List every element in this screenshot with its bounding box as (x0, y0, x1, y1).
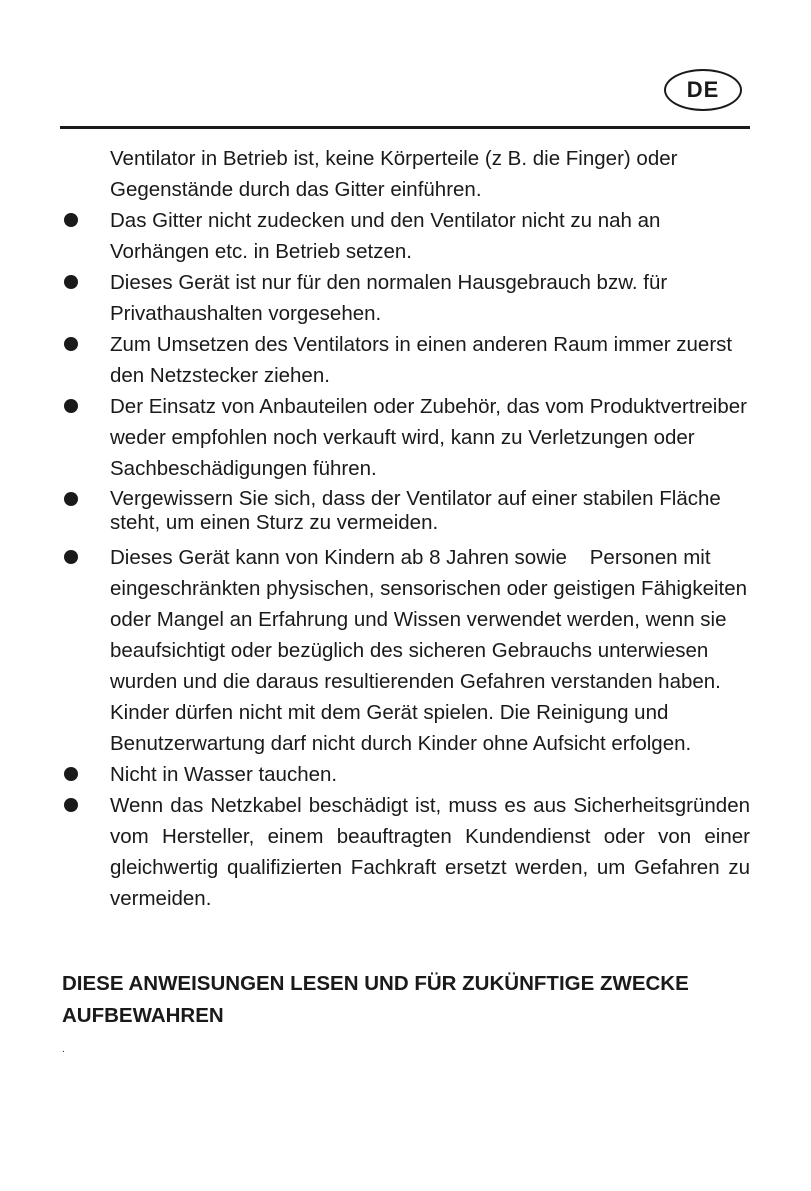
list-item-text: Dieses Gerät ist nur für den normalen Hausgebrauch bzw. für Privathaushalten vorgesehen. (110, 271, 668, 325)
list-item-text: Nicht in Wasser tauchen. (110, 763, 338, 786)
bullet-icon (64, 337, 78, 351)
list-item-text: Vergewissern Sie sich, dass der Ventilator auf einer stabilen Fläche steht, um einen Sturz zu vermeiden. (110, 487, 721, 534)
bullet-icon (64, 213, 78, 227)
list-item-text: Wenn das Netzkabel beschädigt ist, muss es aus Sicherheitsgründen vom Hersteller, einem beauftragten Kundendienst oder von einer gleichwertig qualifizierten Fachkraft ersetzt werden, um Gefahren zu vermeiden. (110, 794, 750, 910)
language-badge: DE (664, 69, 742, 111)
bullet-icon (64, 550, 78, 564)
list-item-text: Ventilator in Betrieb ist, keine Körperteile (z B. die Finger) oder Gegenstände durch das Gitter einführen. (110, 147, 678, 201)
list-item (58, 391, 750, 484)
list-item-text: Das Gitter nicht zudecken und den Ventilator nicht zu nah an Vorhängen etc. in Betrieb setzen. (110, 209, 661, 263)
list-item (58, 759, 750, 790)
list-item (58, 205, 750, 267)
trailing-mark: . (62, 1044, 65, 1055)
list-item (58, 329, 750, 391)
list-item (58, 542, 753, 759)
list-item-text: Dieses Gerät kann von Kindern ab 8 Jahren sowie Personen mit eingeschränkten physischen, sensorischen oder geistigen Fähigkeiten oder Mangel an Erfahrung und Wissen verwendet werden, wenn sie beaufsichtigt oder bezüglich des sicheren Gebrauchs unterwiesen wurden und die daraus resultierenden Gefahren verstanden haben. Kinder dürfen nicht mit dem Gerät spielen. Die Reinigung und Benutzerwartung darf nicht durch Kinder ohne Aufsicht erfolgen. (110, 546, 753, 755)
safety-instructions-list (58, 143, 753, 914)
list-item (58, 790, 750, 914)
list-item (58, 267, 750, 329)
list-item-text: Der Einsatz von Anbauteilen oder Zubehör, das vom Produktvertreiber weder empfohlen noch verkauft wird, kann zu Verletzungen oder Sachbeschädigungen führen. (110, 395, 747, 480)
bullet-icon (64, 492, 78, 506)
list-item-continued (58, 143, 750, 205)
header-divider (60, 126, 750, 129)
bullet-icon (64, 767, 78, 781)
bullet-icon (64, 399, 78, 413)
bullet-icon (64, 798, 78, 812)
bullet-icon (64, 275, 78, 289)
list-item (58, 487, 750, 535)
list-item-text: Zum Umsetzen des Ventilators in einen anderen Raum immer zuerst den Netzstecker ziehen. (110, 333, 733, 387)
storage-notice-heading: DIESE ANWEISUNGEN LESEN UND FÜR ZUKÜNFTIGE ZWECKE AUFBEWAHREN (62, 972, 689, 1027)
